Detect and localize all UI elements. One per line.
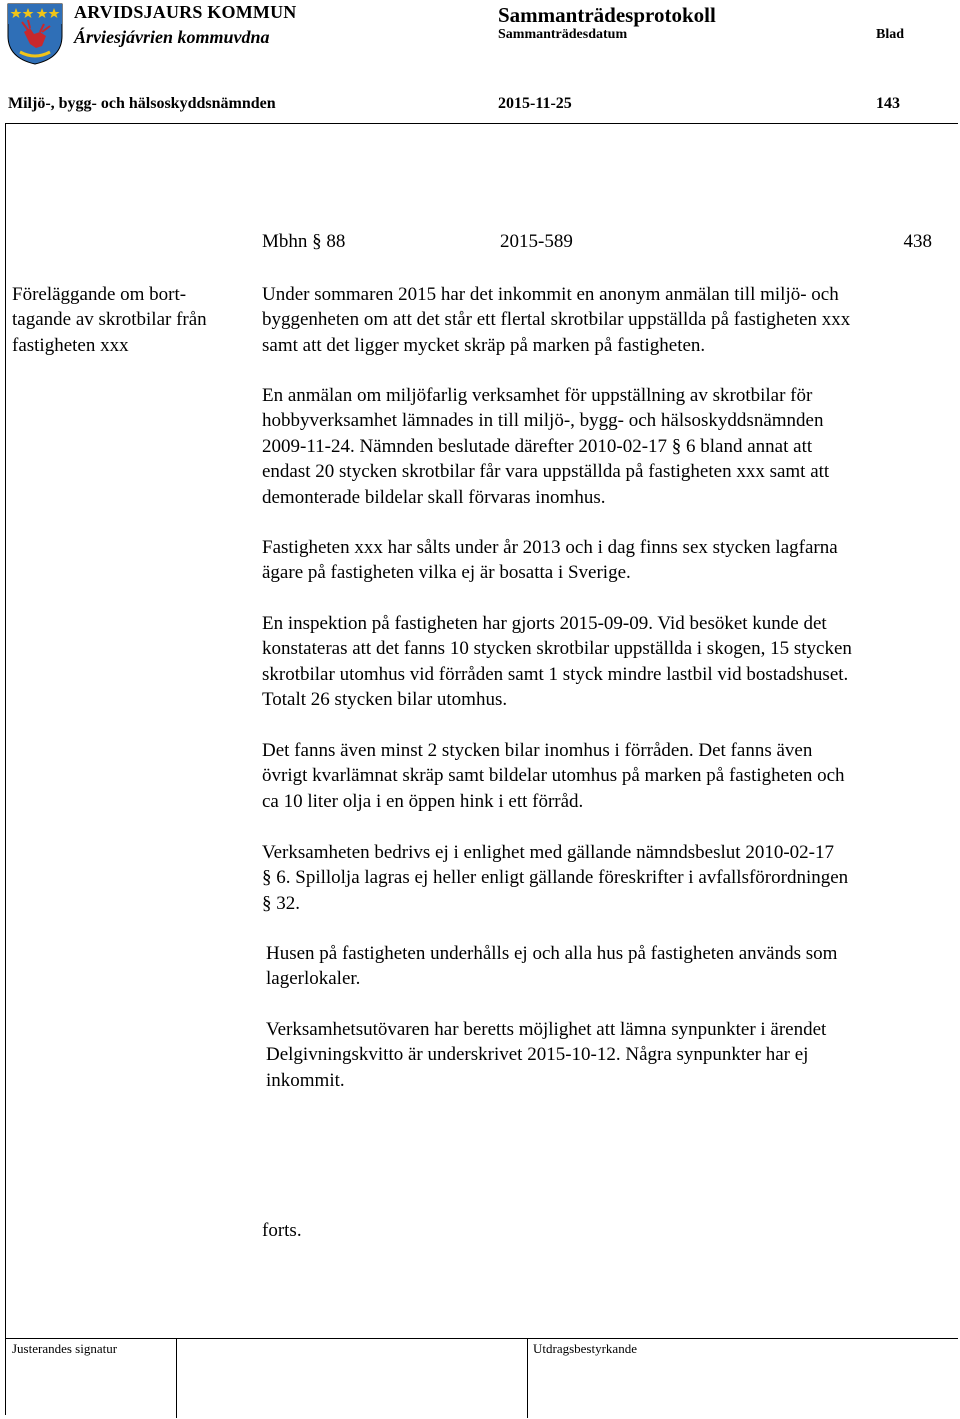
continued-marker: forts. — [262, 1220, 302, 1241]
case-side-heading — [12, 282, 252, 358]
page-number: 143 — [876, 95, 900, 112]
paragraph-anonymous-report — [262, 282, 850, 358]
paragraph-line: En anmälan om miljöfarlig verksamhet för uppställning av skrotbilar för — [262, 385, 813, 406]
paragraph-line: Under sommaren 2015 har det inkommit en anonym anmälan till miljö- och — [262, 284, 839, 305]
paragraph-line: ägare på fastigheten vilka ej är bosatta i Sverige. — [262, 562, 631, 584]
department-name: Miljö-, bygg- och hälsoskyddsnämnden — [8, 95, 276, 112]
diary-number: 2015-589 — [500, 231, 573, 252]
paragraph-line: Husen på fastigheten underhålls ej och alla hus på fastigheten används som — [266, 943, 838, 964]
paragraph-line: Delgivningskvitto är underskrivet 2015-10-12. Några synpunkter har ej — [266, 1044, 809, 1066]
paragraph-line: Det fanns även minst 2 stycken bilar inomhus i förråden. Det fanns även — [262, 740, 813, 761]
paragraph-line: samt att det ligger mycket skräp på marken på fastigheten. — [262, 334, 706, 356]
case-number: 438 — [903, 231, 932, 252]
footer-column-divider — [176, 1338, 177, 1418]
paragraph-line: demonterade bildelar skall förvaras inomhus. — [262, 486, 606, 508]
paragraph-line: hobbyverksamhet lämnades in till miljö-, bygg- och hälsoskyddsnämnden — [262, 410, 824, 432]
protocol-title: Sammanträdesprotokoll — [498, 3, 716, 27]
footer-column-divider — [527, 1338, 528, 1418]
paragraph-line: konstateras att det fanns 10 stycken skrotbilar uppställda i skogen, 15 stycken — [262, 638, 852, 660]
municipality-name-sami: Árviesjávrien kommuvdna — [74, 27, 270, 47]
paragraph-line: byggenheten om att det står ett flertal skrotbilar uppställda på fastigheten xxx — [262, 309, 851, 331]
paragraph-line: övrigt kvarlämnat skräp samt bildelar utomhus på marken på fastigheten och — [262, 765, 845, 787]
municipality-coat-of-arms-icon — [6, 2, 64, 66]
paragraph-line: Totalt 26 stycken bilar utomhus. — [262, 689, 508, 711]
paragraph-line: inkommit. — [266, 1069, 345, 1091]
paragraph-opportunity-to-comment — [266, 1017, 826, 1093]
paragraph-line: § 6. Spillolja lagras ej heller enligt gällande föreskrifter i avfallsförordningen — [262, 867, 849, 889]
municipality-name: ARVIDSJAURS KOMMUN — [74, 2, 297, 22]
paragraph-line: § 32. — [262, 892, 300, 914]
paragraph-indoor-findings — [262, 738, 845, 814]
page-label: Blad — [876, 27, 905, 42]
signature-label: Justerandes signatur — [12, 1341, 118, 1356]
paragraph-line: Fastigheten xxx har sålts under år 2013 och i dag finns sex stycken lagfarna — [262, 537, 838, 558]
paragraph-non-compliance — [262, 840, 848, 916]
paragraph-line: lagerlokaler. — [266, 968, 361, 990]
paragraph-inspection — [262, 611, 852, 713]
extract-certification-label: Utdragsbestyrkande — [533, 1341, 637, 1356]
paragraph-line: skrotbilar utomhus vid förråden samt 1 styck mindre lastbil vid bostadshuset. — [262, 663, 849, 685]
footer-divider — [5, 1338, 958, 1339]
side-heading-line: tagande av skrotbilar från — [12, 309, 207, 331]
side-heading-line: Föreläggande om bort- — [12, 284, 187, 305]
side-heading-line: fastigheten xxx — [12, 334, 129, 356]
paragraph-property-sold — [262, 535, 838, 586]
paragraph-line: endast 20 stycken skrotbilar får vara uppställda på fastigheten xxx samt att — [262, 461, 830, 483]
paragraph-line: Verksamhetsutövaren har beretts möjlighet att lämna synpunkter i ärendet — [266, 1019, 827, 1040]
meeting-date-label: Sammanträdesdatum — [498, 27, 628, 42]
paragraph-line: Verksamheten bedrivs ej i enlighet med gällande nämndsbeslut 2010-02-17 — [262, 842, 834, 863]
paragraph-reference: Mbhn § 88 — [262, 231, 346, 252]
paragraph-previous-decision — [262, 383, 829, 510]
meeting-date: 2015-11-25 — [498, 95, 572, 112]
paragraph-houses-maintenance — [266, 941, 837, 992]
paragraph-line: ca 10 liter olja i en öppen hink i ett förråd. — [262, 790, 584, 812]
paragraph-line: En inspektion på fastigheten har gjorts 2015-09-09. Vid besöket kunde det — [262, 613, 827, 634]
paragraph-line: 2009-11-24. Nämnden beslutade därefter 2010-02-17 § 6 bland annat att — [262, 435, 813, 457]
